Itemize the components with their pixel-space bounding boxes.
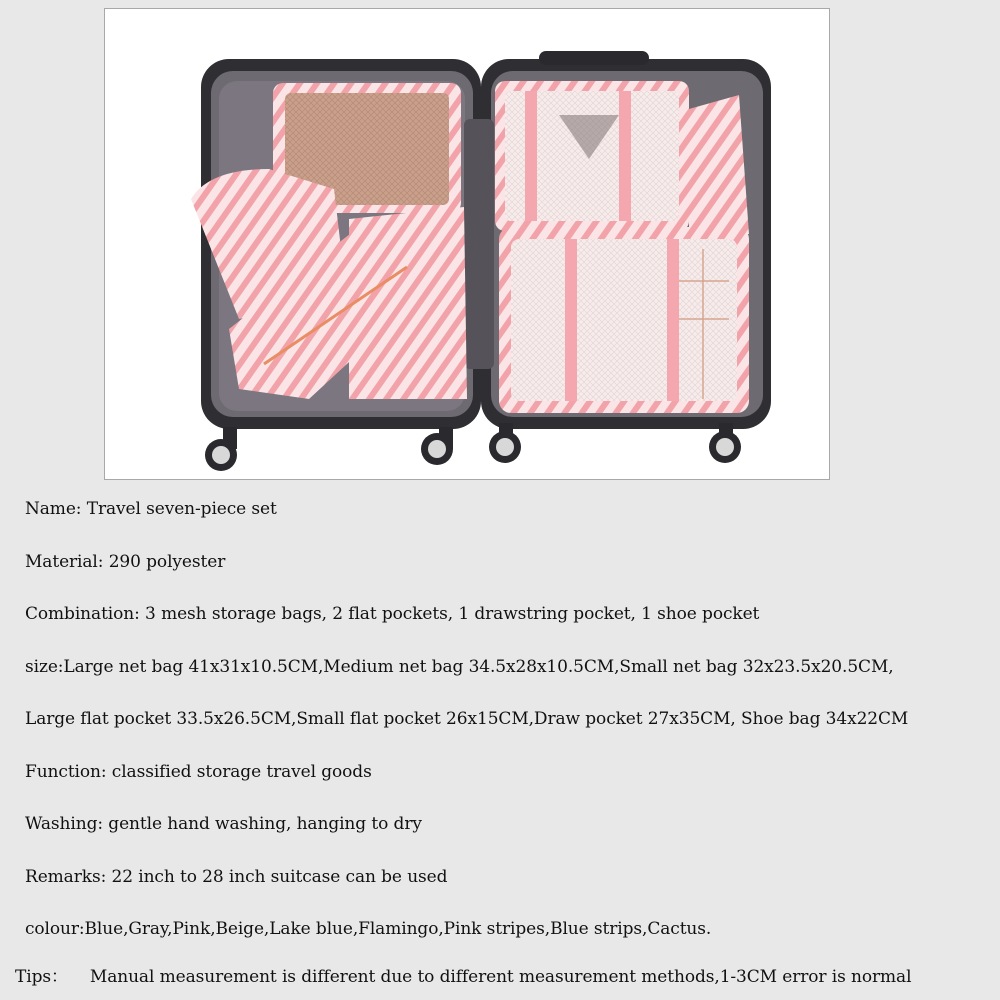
spec-colour: colour:Blue,Gray,Pink,Beige,Lake blue,Flamingo,Pink stripes,Blue strips,Cactus.: [25, 919, 712, 939]
tips-label: Tips：: [15, 967, 68, 987]
spec-name: Name: Travel seven-piece set: [25, 499, 277, 519]
wheels: [205, 423, 741, 471]
shoe-bag: [689, 95, 749, 234]
suitcase-illustration: [119, 19, 815, 471]
mesh-bag-medium: [495, 81, 689, 231]
product-photo: [104, 8, 830, 480]
spec-material: Material: 290 polyester: [25, 552, 226, 572]
tips: [15, 962, 911, 987]
tips-text: Manual measurement is different due to different measurement methods,1-3CM error is normal: [89, 967, 912, 987]
mesh-bag-small: [499, 227, 749, 413]
spec-function: Function: classified storage travel goods: [25, 762, 372, 782]
spec-washing: Washing: gentle hand washing, hanging to dry: [25, 814, 422, 834]
spec-combination: Combination: 3 mesh storage bags, 2 flat pockets, 1 drawstring pocket, 1 shoe pocket: [25, 604, 760, 624]
spec-size-line1: size:Large net bag 41x31x10.5CM,Medium net bag 34.5x28x10.5CM,Small net bag 32x23.5x20.5CM,: [25, 657, 894, 677]
spec-size-line2: Large flat pocket 33.5x26.5CM,Small flat pocket 26x15CM,Draw pocket 27x35CM, Shoe bag 34x22CM: [25, 709, 909, 729]
spec-remarks: Remarks: 22 inch to 28 inch suitcase can be used: [25, 867, 448, 887]
handle: [539, 51, 649, 65]
